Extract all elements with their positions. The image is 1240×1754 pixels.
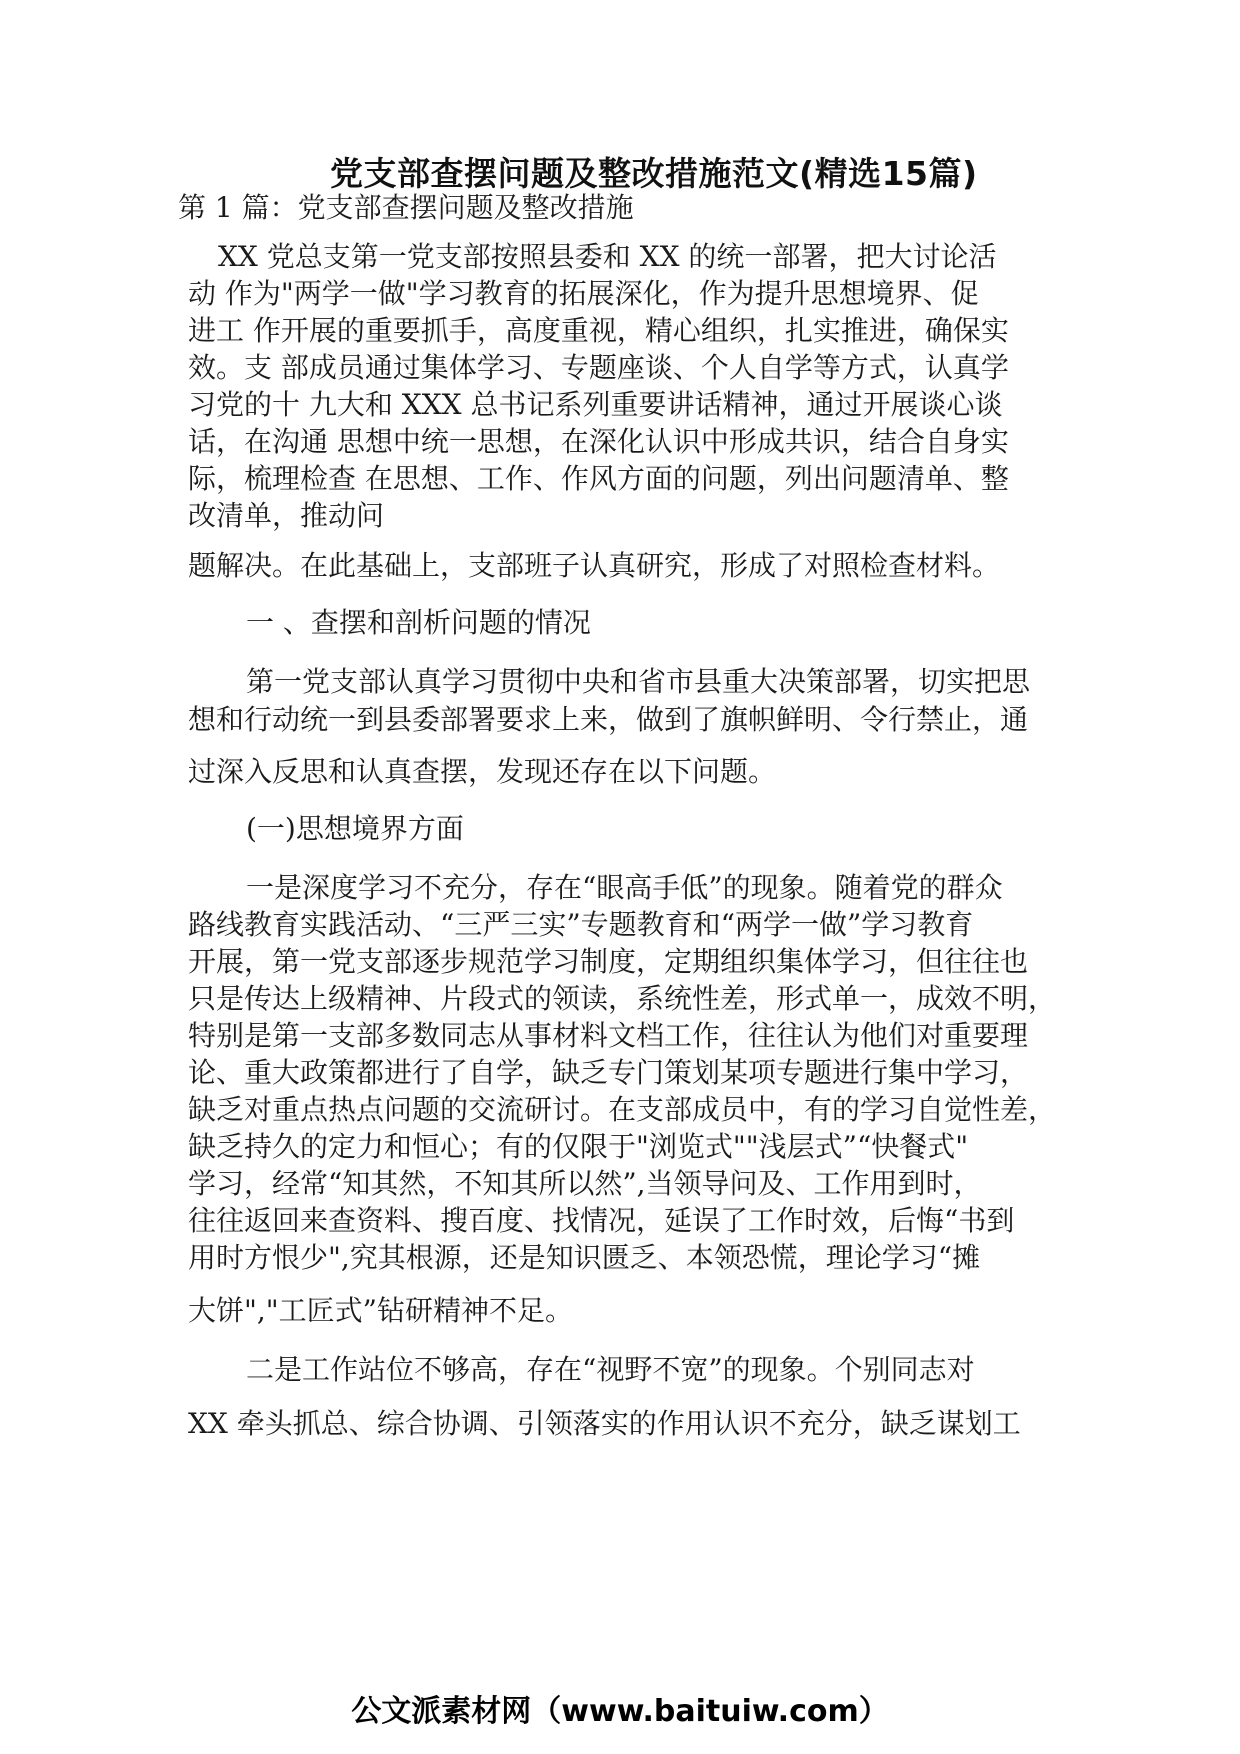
paragraph-line: 一是深度学习不充分，存在“眼高手低”的现象。随着党的群众 [246,871,1003,904]
paragraph-line: 用时方恨少",究其根源，还是知识匮乏、本领恐慌，理论学习“摊 [188,1241,981,1274]
section-heading: 第 1 篇：党支部查摆问题及整改措施 [178,191,634,224]
paragraph-line: 往往返回来查资料、搜百度、找情况，延误了工作时效，后悔“书到 [188,1204,1015,1237]
paragraph-line: 大饼","工匠式”钻研精神不足。 [188,1294,573,1327]
paragraph-line: XX 牵头抓总、综合协调、引领落实的作用认识不充分，缺乏谋划工 [188,1407,1021,1440]
paragraph-line: 过深入反思和认真查摆，发现还存在以下问题。 [188,755,777,788]
paragraph-line: 特别是第一支部多数同志从事材料文档工作，往往认为他们对重要理 [188,1019,1029,1052]
paragraph-line: 路线教育实践活动、“三严三实”专题教育和“两学一做”学习教育 [188,908,974,941]
paragraph-line: 题解决。在此基础上，支部班子认真研究，形成了对照检查材料。 [188,549,1001,582]
paragraph-line: 二是工作站位不够高，存在“视野不宽”的现象。个别同志对 [246,1353,975,1386]
paragraph-line: 动 作为"两学一做"学习教育的拓展深化，作为提升思想境界、促 [188,277,979,310]
paragraph-line: 第一党支部认真学习贯彻中央和省市县重大决策部署，切实把思 [246,665,1031,698]
paragraph-line: 只是传达上级精神、片段式的领读，系统性差，形式单一，成效不明， [188,982,1057,1015]
footer-watermark: 公文派素材网（www.baituiw.com） [351,1694,889,1729]
document-title: 党支部查摆问题及整改措施范文(精选15篇) [330,154,978,193]
paragraph-line: 缺乏对重点热点问题的交流研讨。在支部成员中，有的学习自觉性差， [188,1093,1057,1126]
paragraph-line: 想和行动统一到县委部署要求上来，做到了旗帜鲜明、令行禁止，通 [188,703,1029,736]
section-heading: 一 、查摆和剖析问题的情况 [246,606,591,639]
paragraph-line: 学习，经常“知其然，不知其所以然”,当领导问及、工作用到时， [188,1167,982,1200]
subsection-heading: (一)思想境界方面 [246,812,464,845]
paragraph-line: 开展，第一党支部逐步规范学习制度，定期组织集体学习，但往往也 [188,945,1029,978]
paragraph-line: 进工 作开展的重要抓手，高度重视，精心组织，扎实推进，确保实 [188,314,1009,347]
paragraph-line: 际，梳理检查 在思想、工作、作风方面的问题，列出问题清单、整 [188,462,1009,495]
paragraph-line: 习党的十 九大和 XXX 总书记系列重要讲话精神，通过开展谈心谈 [188,388,1003,421]
paragraph-line: 论、重大政策都进行了自学，缺乏专门策划某项专题进行集中学习， [188,1056,1029,1089]
paragraph-line: XX 党总支第一党支部按照县委和 XX 的统一部署，把大讨论活 [218,240,997,273]
paragraph-line: 缺乏持久的定力和恒心；有的仅限于"浏览式""浅层式”“快餐式" [188,1130,969,1163]
paragraph-line: 改清单，推动问 [188,499,385,532]
paragraph-line: 效。支 部成员通过集体学习、专题座谈、个人自学等方式，认真学 [188,351,1009,384]
paragraph-line: 话，在沟通 思想中统一思想，在深化认识中形成共识，结合自身实 [188,425,1009,458]
